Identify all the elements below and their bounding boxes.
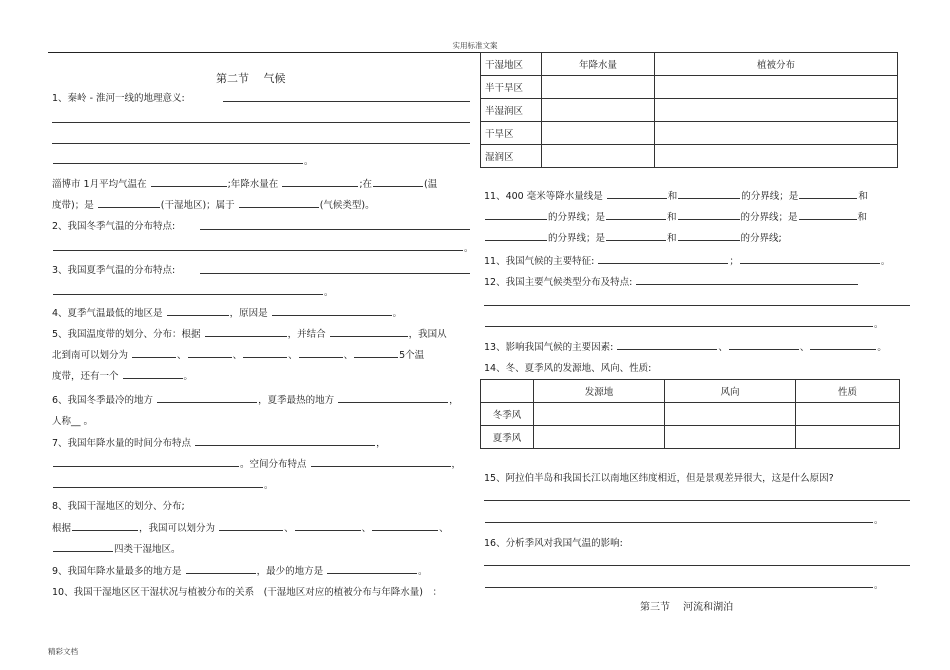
table-row-label: 干旱区 (481, 122, 542, 145)
answer-line (52, 122, 470, 123)
answer-line (223, 101, 470, 102)
answer-line (484, 500, 910, 501)
table-row-label: 湿润区 (481, 145, 542, 168)
table-row-label: 半干旱区 (481, 76, 542, 99)
q6-cont: 人称__ 。 (52, 416, 94, 427)
answer-line-end: 。 (52, 153, 313, 167)
q9: 9、我国年降水量最多的地方是 ，最少的地方是 。 (52, 563, 427, 577)
page-header: 实用标准文案 (452, 41, 498, 50)
table-header: 发源地 (534, 380, 665, 403)
answer-line-end: 。 (484, 577, 883, 591)
table-header: 干湿地区 (481, 53, 542, 76)
q15-label: 15、阿拉伯半岛和我国长江以南地区纬度相近，但是景观差异很大，这是什么原因? (484, 473, 834, 484)
q5: 5、我国温度带的划分、分布：根据 ，并结合 ，我国从 (52, 326, 447, 340)
monsoon-table (480, 379, 900, 449)
section-title: 第二节 气候 (216, 72, 286, 85)
page-footer: 精彩文档 (48, 647, 78, 656)
q7: 7、我国年降水量的时间分布特点 ， (52, 435, 386, 449)
q5-cont2: 度带，还有一个 。 (52, 368, 193, 382)
table-row-label: 冬季风 (481, 403, 534, 426)
q11b: 11、我国气候的主要特征: ； 。 (484, 253, 890, 267)
q5-cont: 北到南可以划分为 、 、 、 、 5个温 (52, 347, 424, 361)
q7-cont: 。空间分布特点 ， (52, 456, 461, 470)
q16-label: 16、分析季风对我国气温的影响: (484, 538, 623, 549)
q11: 11、400 毫米等降水量线是 和 的分界线；是 和 (484, 188, 868, 202)
answer-line (52, 143, 470, 144)
answer-line-end: 。 (52, 477, 273, 491)
q14-label: 14、冬、夏季风的发源地、风向、性质: (484, 363, 652, 374)
q6: 6、我国冬季最冷的地方 ，夏季最热的地方 ， (52, 392, 459, 406)
q11-cont: 的分界线；是 和 的分界线；是 和 (484, 209, 867, 223)
q8-label: 8、我国干湿地区的划分、分布; (52, 501, 185, 512)
table-header: 风向 (665, 380, 796, 403)
q3-label: 3、我国夏季气温的分布特点: (52, 265, 176, 276)
zibo-question-cont: 度带)；是 (干湿地区)；属于 (气候类型)。 (52, 197, 375, 211)
answer-line-end: 。 (484, 512, 883, 526)
table-header: 年降水量 (542, 53, 655, 76)
q8-cont: 根据 ，我国可以划分为 、 、 、 (52, 520, 449, 534)
answer-line-end: 。 (52, 240, 473, 254)
q11-cont2: 的分界线；是 和 的分界线; (484, 230, 782, 244)
answer-line-end: 。 (484, 316, 883, 330)
q4: 4、夏季气温最低的地区是 ，原因是 。 (52, 305, 402, 319)
table-row-label: 夏季风 (481, 426, 534, 449)
q10-label: 10、我国干湿地区区干湿状况与植被分布的关系 (干湿地区对应的植被分布与年降水量) ： (52, 587, 443, 598)
q1-label: 1、秦岭 - 淮河一线的地理意义: (52, 93, 185, 104)
answer-line (484, 305, 910, 306)
table-header: 性质 (796, 380, 900, 403)
zibo-question: 淄博市 1月平均气温在 ;年降水量在 ;在 (温 (52, 176, 437, 190)
humidity-vegetation-table (480, 52, 898, 168)
answer-line (484, 565, 910, 566)
table-row-label: 半湿润区 (481, 99, 542, 122)
answer-line-end: 。 (52, 284, 333, 298)
answer-line (200, 273, 470, 274)
answer-line (200, 229, 470, 230)
q8-cont2: 四类干湿地区。 (52, 541, 181, 555)
q12: 12、我国主要气候类型分布及特点: (484, 274, 859, 288)
table-header: 植被分布 (655, 53, 898, 76)
next-section-title: 第三节 河流和湖泊 (640, 602, 734, 613)
q13: 13、影响我国气候的主要因素: 、 、 。 (484, 339, 886, 353)
q2-label: 2、我国冬季气温的分布特点: (52, 221, 176, 232)
